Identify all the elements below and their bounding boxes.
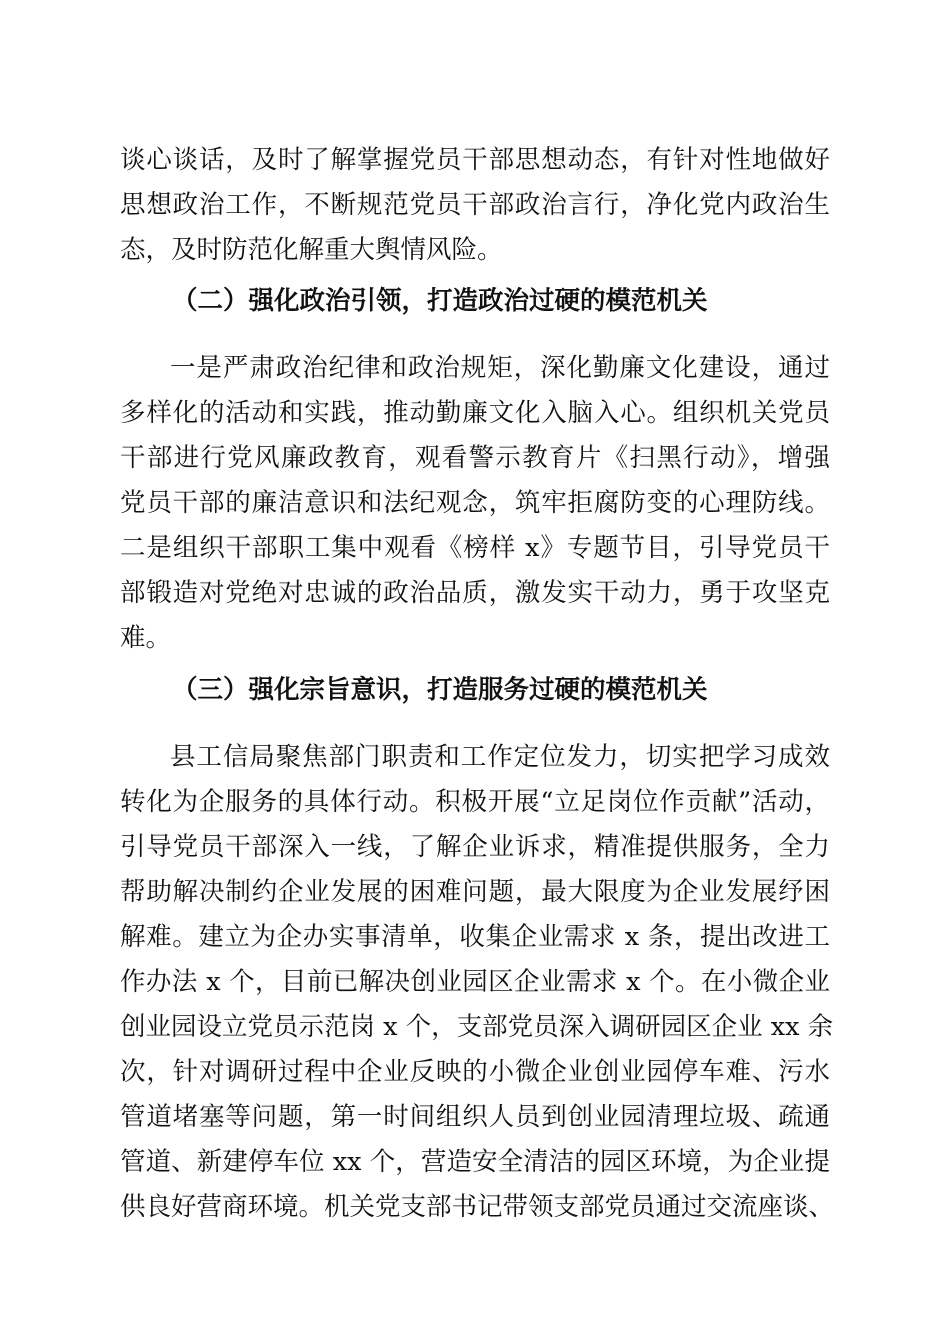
paragraph-line: 二是组织干部职工集中观看《榜样 x》专题节目，引导党员干 [120, 533, 830, 563]
paragraph-line: 管道堵塞等问题，第一时间组织人员到创业园清理垃圾、疏通 [120, 1102, 830, 1132]
paragraph-line: 引导党员干部深入一线，了解企业诉求，精准提供服务，全力 [120, 832, 830, 862]
paragraph-line: 次，针对调研过程中企业反映的小微企业创业园停车难、污水 [120, 1057, 830, 1087]
paragraph-line: 党员干部的廉洁意识和法纪观念，筑牢拒腐防变的心理防线。 [120, 488, 830, 518]
paragraph-line: 县工信局聚焦部门职责和工作定位发力，切实把学习成效 [170, 742, 830, 772]
section-heading: （三）强化宗旨意识，打造服务过硬的模范机关 [172, 675, 708, 705]
paragraph-line: 谈心谈话，及时了解掌握党员干部思想动态，有针对性地做好 [120, 145, 830, 175]
paragraph-line: 难。 [120, 623, 172, 653]
section-heading: （二）强化政治引领，打造政治过硬的模范机关 [172, 286, 708, 316]
paragraph-line: 创业园设立党员示范岗 x 个，支部党员深入调研园区企业 xx 余 [120, 1012, 834, 1042]
paragraph-line: 作办法 x 个，目前已解决创业园区企业需求 x 个。在小微企业 [120, 967, 830, 997]
paragraph-line: 转化为企服务的具体行动。积极开展“立足岗位作贡献”活动， [120, 787, 830, 817]
paragraph-line: 一是严肃政治纪律和政治规矩，深化勤廉文化建设，通过 [170, 353, 830, 383]
paragraph-line: 态，及时防范化解重大舆情风险。 [120, 235, 503, 265]
paragraph-line: 供良好营商环境。机关党支部书记带领支部党员通过交流座谈、 [120, 1192, 835, 1222]
paragraph-line: 干部进行党风廉政教育，观看警示教育片《扫黑行动》，增强 [120, 443, 830, 473]
paragraph-line: 帮助解决制约企业发展的困难问题，最大限度为企业发展纾困 [120, 877, 830, 907]
paragraph-line: 解难。建立为企办实事清单，收集企业需求 x 条，提出改进工 [120, 922, 830, 952]
paragraph-line: 多样化的活动和实践，推动勤廉文化入脑入心。组织机关党员 [120, 398, 830, 428]
paragraph-line: 部锻造对党绝对忠诚的政治品质，激发实干动力，勇于攻坚克 [120, 578, 830, 608]
paragraph-line: 管道、新建停车位 xx 个，营造安全清洁的园区环境，为企业提 [120, 1147, 830, 1177]
paragraph-line: 思想政治工作，不断规范党员干部政治言行，净化党内政治生 [120, 190, 830, 220]
